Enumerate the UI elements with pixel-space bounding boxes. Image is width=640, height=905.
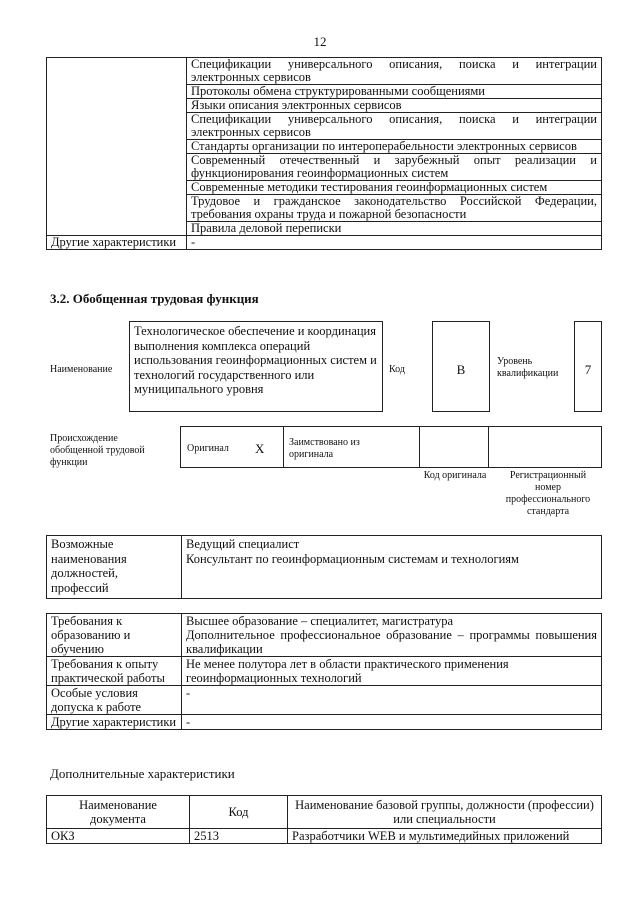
empty-label-cell [47,58,187,236]
requirements-table [46,613,602,730]
table-row [47,715,602,730]
knowledge-item: Протоколы обмена структурированными сообщениями [187,85,602,99]
knowledge-item: Современные методики тестирования геоинформационных систем [187,181,602,195]
knowledge-item: Спецификации универсального описания, поиска и интеграции электронных сервисов [187,113,602,140]
section-heading: 3.2. Обобщенная трудовая функция [50,291,259,306]
knowledge-table [46,57,602,250]
group-cell: Разработчики WEB и мультимедийных приложений [288,829,602,844]
table-row [47,58,602,85]
knowledge-item: Трудовое и гражданское законодательство Российской Федерации, требования охраны труда и пожарной безопасности [187,195,602,222]
experience-value: Не менее полутора лет в области практического применения геоинформационных технологий [182,657,602,686]
qualification-level-box: 7 [574,321,602,412]
special-conditions-label: Особые условия допуска к работе [47,686,182,715]
knowledge-item: Правила деловой переписки [187,222,602,236]
table-row [47,829,602,844]
table-row [47,236,602,250]
divider [283,427,284,468]
divider [419,427,420,468]
qualification-level-label: Уровень квалификации [497,356,559,379]
page-number: 12 [313,34,327,49]
additional-heading: Дополнительные характеристики [50,766,235,781]
special-conditions-value: - [182,686,602,715]
knowledge-item: Спецификации универсального описания, поиска и интеграции электронных сервисов [187,58,602,85]
position-name: Ведущий специалист [186,537,300,551]
other-characteristics-label: Другие характеристики [47,236,187,250]
code-cell: 2513 [190,829,288,844]
origin-box [180,426,602,468]
other-value: - [182,715,602,730]
other-label: Другие характеристики [47,715,182,730]
code-original-caption: Код оригинала [423,470,487,481]
education-label: Требования к образованию и обучению [47,614,182,657]
education-value: Высшее образование – специалитет, магистратура [186,614,454,628]
education-values [182,614,602,657]
position-name: Консультант по геоинформационным системам и технологиям [186,551,519,566]
name-label: Наименование [50,364,113,375]
positions-table [46,535,602,599]
table-row [47,614,602,657]
knowledge-item: Стандарты организации по интероперабельности электронных сервисов [187,140,602,154]
borrowed-label: Заимствовано из оригинала [289,437,360,460]
table-row [47,657,602,686]
divider [488,427,489,468]
positions-values [182,536,602,599]
table-header-row [47,796,602,829]
doc-cell: ОКЗ [47,829,190,844]
header-group: Наименование базовой группы, должности (профессии) или специальности [288,796,602,829]
function-name-box: Технологическое обеспечение и координация выполнения комплекса операций использования геоинформационных систем и технологий государственного или муниципального уровня [129,321,383,412]
knowledge-item: Современный отечественный и зарубежный опыт реализации и функционирования геоинформационных систем [187,154,602,181]
code-label: Код [389,364,405,375]
header-document: Наименование документа [47,796,190,829]
original-mark: X [255,441,265,456]
table-row [47,686,602,715]
table-row [47,536,602,599]
other-characteristics-value: - [187,236,602,250]
code-box: B [432,321,490,412]
origin-label: Происхождение обобщенной трудовой функции [50,433,145,468]
original-label: Оригинал [187,443,229,454]
positions-label: Возможные наименования должностей, профессий [47,536,182,599]
registration-number-caption: Регистрационный номер профессионального стандарта [505,470,591,517]
education-value: Дополнительное профессиональное образование – программы повышения квалификации [186,628,597,656]
additional-table [46,795,602,844]
knowledge-item: Языки описания электронных сервисов [187,99,602,113]
header-code: Код [190,796,288,829]
experience-label: Требования к опыту практической работы [47,657,182,686]
